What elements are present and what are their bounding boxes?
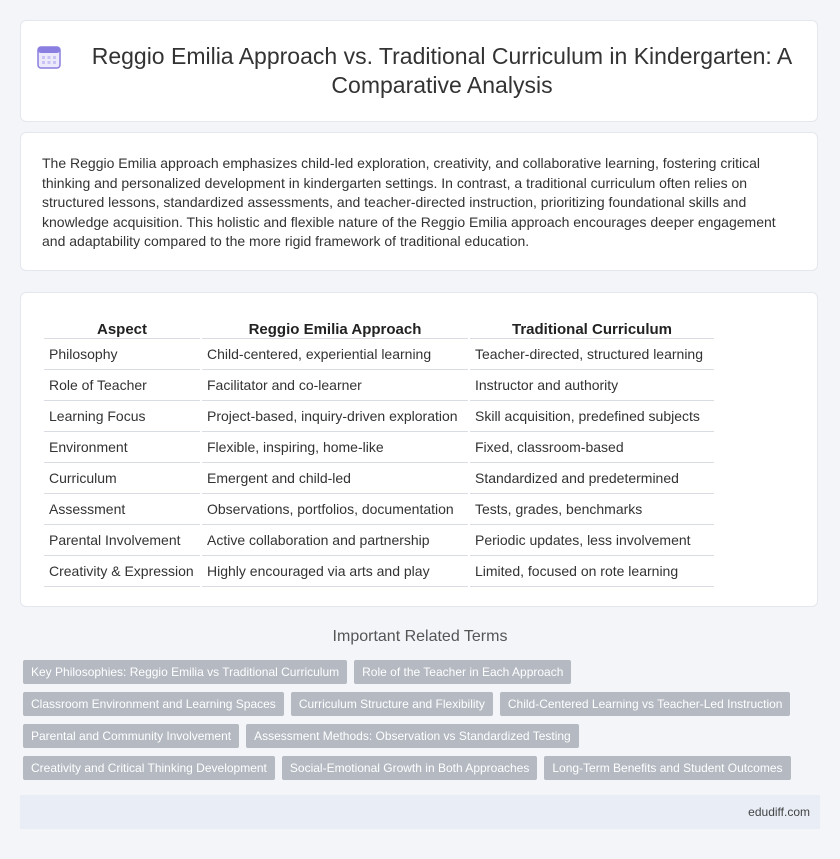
header-traditional: Traditional Curriculum — [470, 316, 714, 339]
cell-traditional: Limited, focused on rote learning — [470, 556, 714, 587]
table-row — [44, 525, 714, 556]
related-term-tag[interactable]: Long-Term Benefits and Student Outcomes — [544, 756, 790, 780]
related-term-tag[interactable]: Role of the Teacher in Each Approach — [354, 660, 571, 684]
related-terms-list — [23, 660, 803, 788]
table-header-row — [44, 316, 714, 339]
intro-paragraph: The Reggio Emilia approach emphasizes child-led exploration, creativity, and collaborative learning, fostering critical thinking and personalized development in kindergarten settings. In contrast, a traditional curriculum often relies on structured lessons, standardized assessments, and teacher-directed instruction, prioritizing foundational skills and knowledge acquisition. This holistic and flexible nature of the Reggio Emilia approach encourages deeper engagement and adaptability compared to the more rigid framework of traditional education. — [42, 155, 776, 250]
comparison-card — [20, 292, 818, 607]
table-row — [44, 494, 714, 525]
cell-traditional: Instructor and authority — [470, 370, 714, 401]
table-row — [44, 556, 714, 587]
related-term-tag[interactable]: Classroom Environment and Learning Spaces — [23, 692, 284, 716]
cell-aspect: Environment — [44, 432, 200, 463]
table-row — [44, 432, 714, 463]
cell-reggio: Flexible, inspiring, home-like — [202, 432, 468, 463]
cell-reggio: Highly encouraged via arts and play — [202, 556, 468, 587]
related-terms-heading: Important Related Terms — [332, 628, 508, 645]
cell-reggio: Observations, portfolios, documentation — [202, 494, 468, 525]
cell-traditional: Teacher-directed, structured learning — [470, 339, 714, 370]
cell-reggio: Emergent and child-led — [202, 463, 468, 494]
related-term-tag[interactable]: Parental and Community Involvement — [23, 724, 239, 748]
cell-traditional: Standardized and predetermined — [470, 463, 714, 494]
table-row — [44, 339, 714, 370]
cell-aspect: Philosophy — [44, 339, 200, 370]
page-title: Reggio Emilia Approach vs. Traditional Curriculum in Kindergarten: A Comparative Analysis — [91, 43, 793, 98]
cell-reggio: Active collaboration and partnership — [202, 525, 468, 556]
related-term-tag[interactable]: Child-Centered Learning vs Teacher-Led Instruction — [500, 692, 791, 716]
related-term-tag[interactable]: Curriculum Structure and Flexibility — [291, 692, 493, 716]
cell-aspect: Learning Focus — [44, 401, 200, 432]
table-row — [44, 463, 714, 494]
cell-aspect: Creativity & Expression — [44, 556, 200, 587]
comparison-table — [42, 316, 716, 587]
related-term-tag[interactable]: Assessment Methods: Observation vs Standardized Testing — [246, 724, 579, 748]
header-reggio: Reggio Emilia Approach — [202, 316, 468, 339]
title-card — [20, 20, 818, 122]
cell-reggio: Facilitator and co-learner — [202, 370, 468, 401]
cell-reggio: Project-based, inquiry-driven exploration — [202, 401, 468, 432]
cell-aspect: Parental Involvement — [44, 525, 200, 556]
footer-bar — [20, 795, 820, 829]
cell-aspect: Role of Teacher — [44, 370, 200, 401]
cell-traditional: Skill acquisition, predefined subjects — [470, 401, 714, 432]
calendar-icon — [36, 44, 62, 70]
cell-aspect: Assessment — [44, 494, 200, 525]
related-term-tag[interactable]: Social-Emotional Growth in Both Approaches — [282, 756, 537, 780]
cell-traditional: Fixed, classroom-based — [470, 432, 714, 463]
header-aspect: Aspect — [44, 316, 200, 339]
table-row — [44, 401, 714, 432]
related-term-tag[interactable]: Creativity and Critical Thinking Development — [23, 756, 275, 780]
cell-aspect: Curriculum — [44, 463, 200, 494]
cell-traditional: Periodic updates, less involvement — [470, 525, 714, 556]
table-row — [44, 370, 714, 401]
related-term-tag[interactable]: Key Philosophies: Reggio Emilia vs Traditional Curriculum — [23, 660, 347, 684]
cell-traditional: Tests, grades, benchmarks — [470, 494, 714, 525]
intro-card — [20, 132, 818, 271]
cell-reggio: Child-centered, experiential learning — [202, 339, 468, 370]
footer-brand[interactable]: edudiff.com — [748, 805, 810, 819]
